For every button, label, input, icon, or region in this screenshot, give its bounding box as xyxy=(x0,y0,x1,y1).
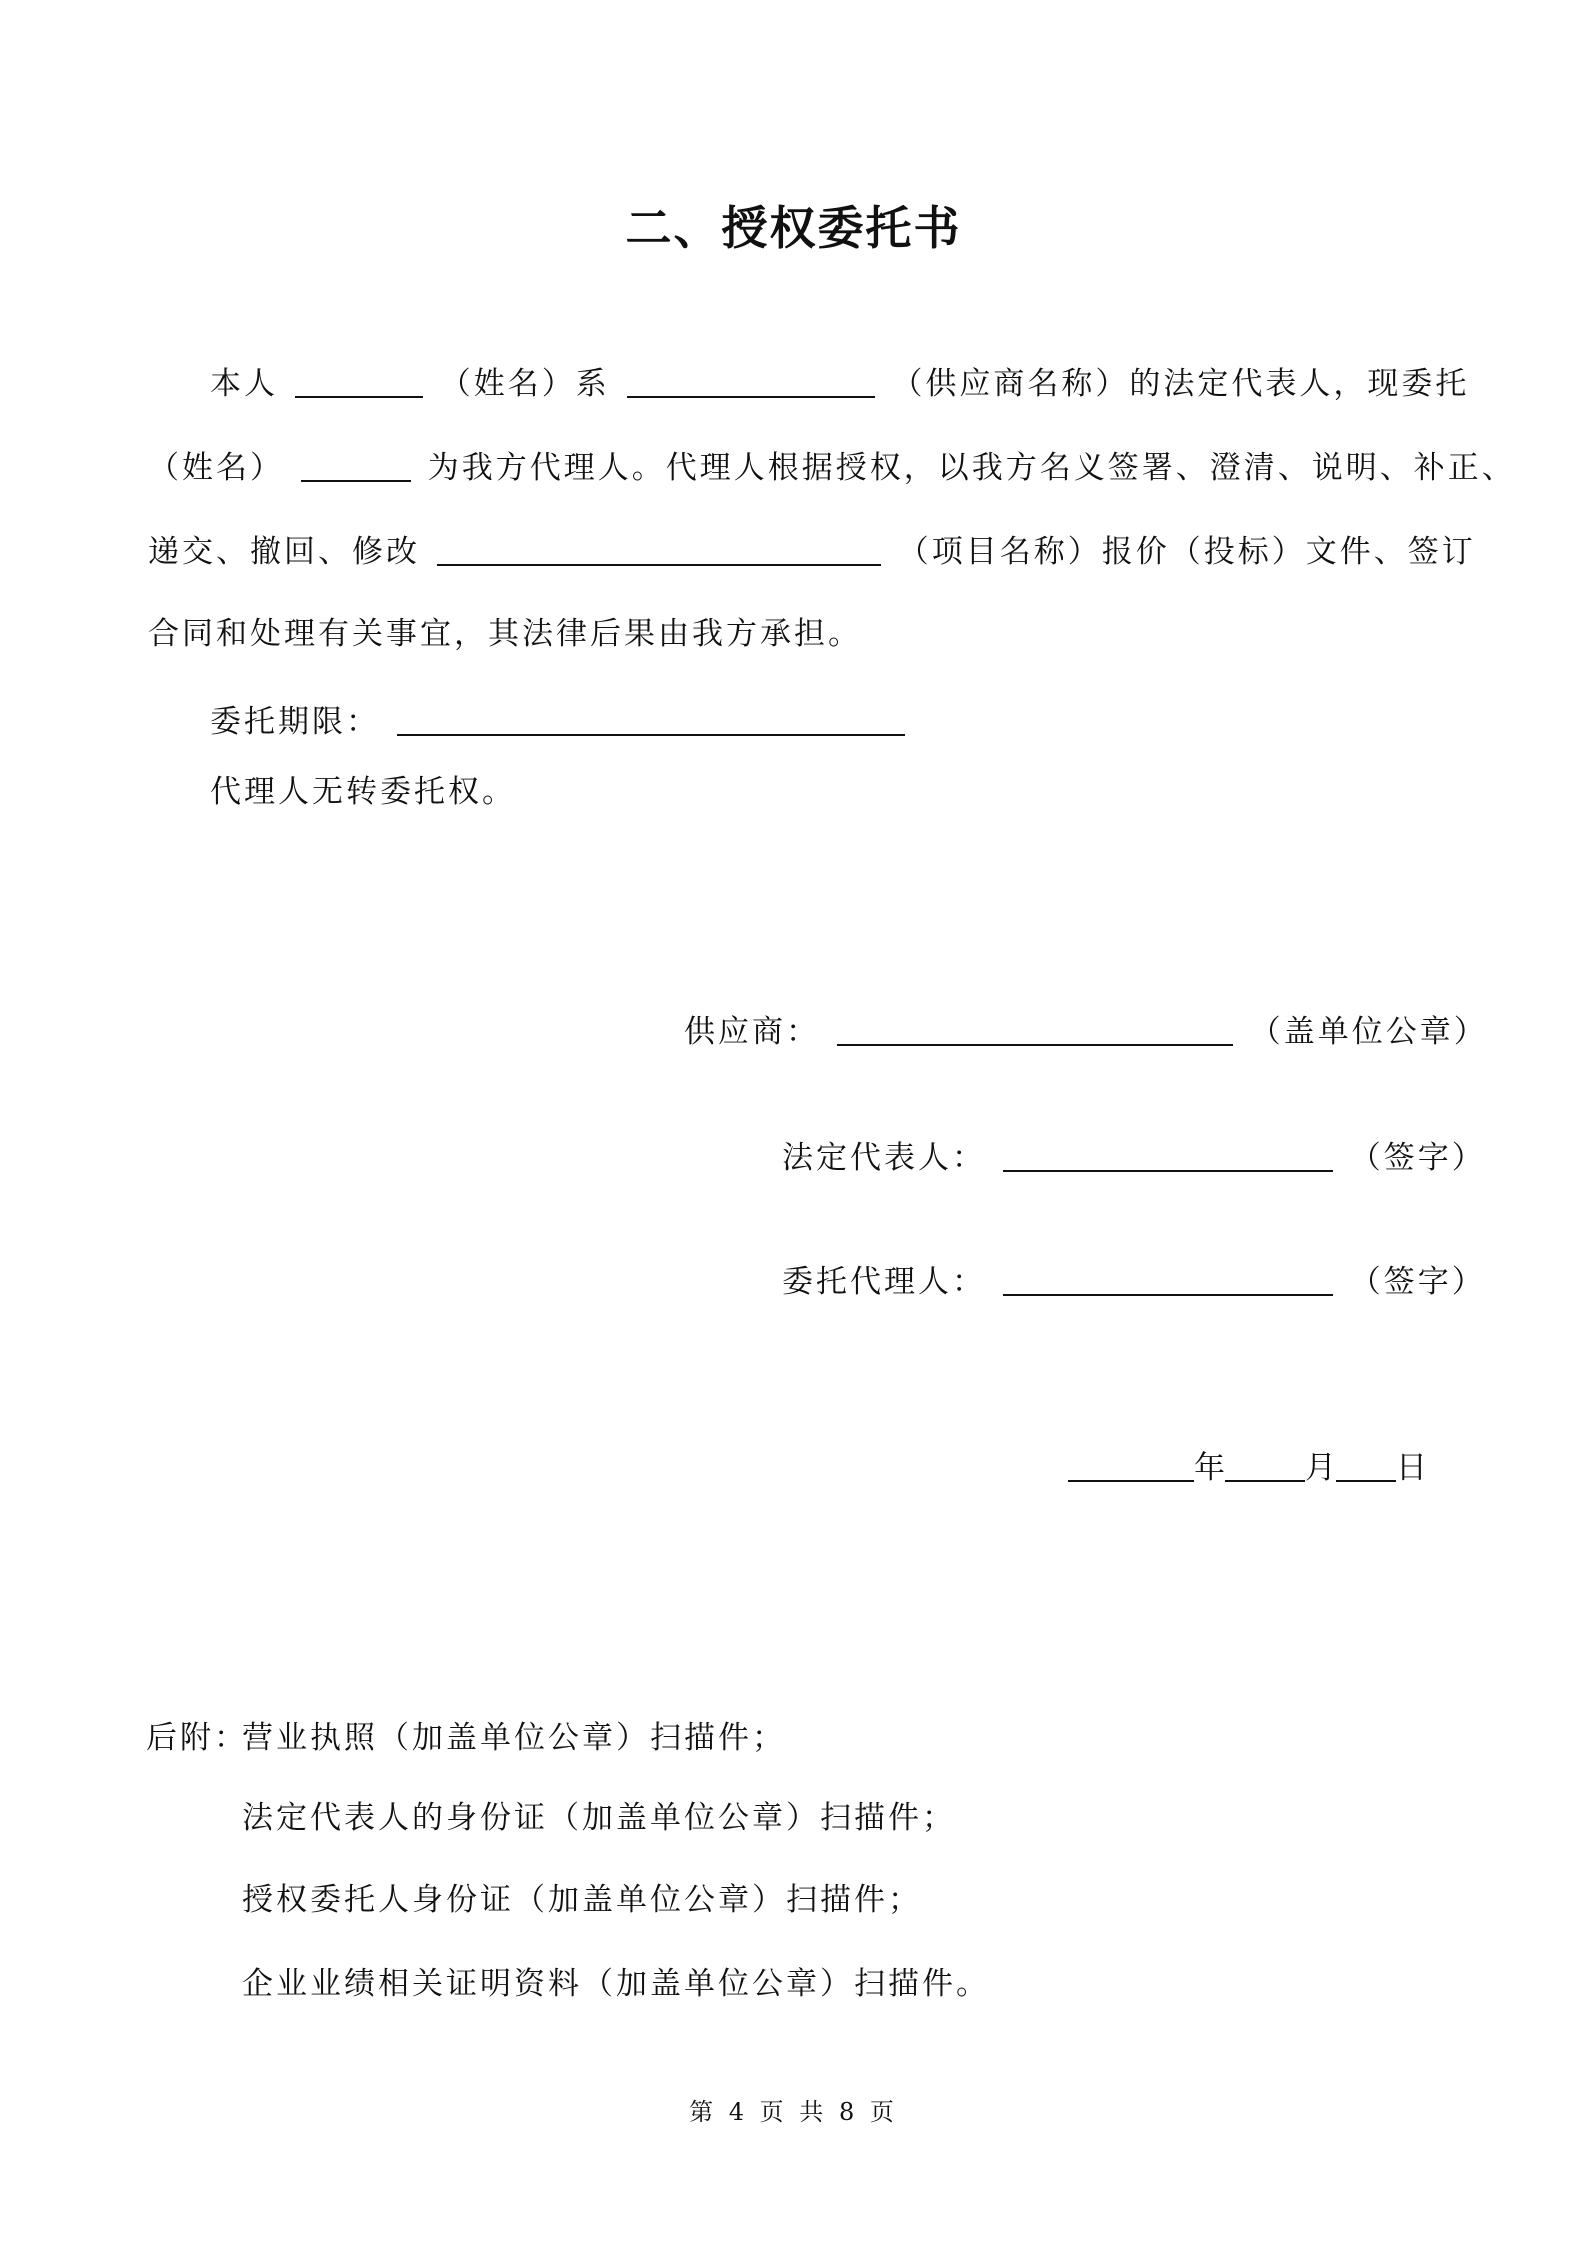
project-name-blank xyxy=(437,563,881,566)
paragraph-line-4 xyxy=(148,612,862,656)
text-project: （项目名称）报价（投标）文件、签订 xyxy=(897,534,1476,570)
supplier-name-blank xyxy=(627,395,875,398)
legal-rep-suffix: （签字） xyxy=(1349,1140,1486,1176)
legal-rep-blank xyxy=(1003,1169,1333,1172)
paragraph-line-3 xyxy=(148,530,1476,574)
attachment-item: 法定代表人的身份证（加盖单位公章）扫描件； xyxy=(242,1800,956,1836)
attachment-item: 企业业绩相关证明资料（加盖单位公章）扫描件。 xyxy=(242,1966,990,2002)
supplier-label: 供应商： xyxy=(684,1014,820,1050)
name-blank xyxy=(295,395,423,398)
text-submit: 递交、撤回、修改 xyxy=(148,534,420,570)
agent-suffix: （签字） xyxy=(1349,1264,1486,1300)
legal-rep-signature-line xyxy=(782,1136,1486,1180)
no-subdelegation: 代理人无转委托权。 xyxy=(210,774,516,810)
month-blank xyxy=(1225,1479,1305,1482)
text-legal-rep: （供应商名称）的法定代表人，现委托 xyxy=(891,366,1470,402)
agent-name-blank xyxy=(301,479,411,482)
day-blank xyxy=(1336,1479,1396,1482)
supplier-suffix: （盖单位公章） xyxy=(1249,1014,1488,1050)
supplier-blank xyxy=(837,1043,1233,1046)
text-self: 本人 xyxy=(210,366,278,402)
supplier-signature-line xyxy=(684,1010,1488,1054)
agent-blank xyxy=(1003,1293,1333,1296)
legal-rep-label: 法定代表人： xyxy=(782,1140,986,1176)
attachment-item: 营业执照（加盖单位公章）扫描件； xyxy=(242,1720,786,1756)
year-label: 年 xyxy=(1194,1450,1225,1486)
page-number: 第 4 页 共 8 页 xyxy=(689,2098,898,2126)
text-consequence: 合同和处理有关事宜，其法律后果由我方承担。 xyxy=(148,616,862,652)
date-line xyxy=(1068,1446,1427,1490)
page-title: 二、授权委托书 xyxy=(625,201,962,255)
paragraph-line-1 xyxy=(210,362,1469,406)
attachments-label: 后附： xyxy=(146,1720,248,1756)
term-blank xyxy=(397,733,905,736)
agent-signature-line xyxy=(782,1260,1486,1304)
year-blank xyxy=(1068,1479,1194,1482)
text-agent-authority: 为我方代理人。代理人根据授权，以我方名义签署、澄清、说明、补正、 xyxy=(427,450,1516,486)
day-label: 日 xyxy=(1396,1450,1427,1486)
attachment-item: 授权委托人身份证（加盖单位公章）扫描件； xyxy=(242,1882,922,1918)
text-name-of: （姓名）系 xyxy=(439,366,610,402)
agent-label: 委托代理人： xyxy=(782,1264,986,1300)
term-line xyxy=(210,700,909,744)
term-label: 委托期限： xyxy=(210,704,380,740)
text-name: （姓名） xyxy=(148,450,284,486)
month-label: 月 xyxy=(1305,1450,1336,1486)
paragraph-line-2 xyxy=(148,446,1516,490)
